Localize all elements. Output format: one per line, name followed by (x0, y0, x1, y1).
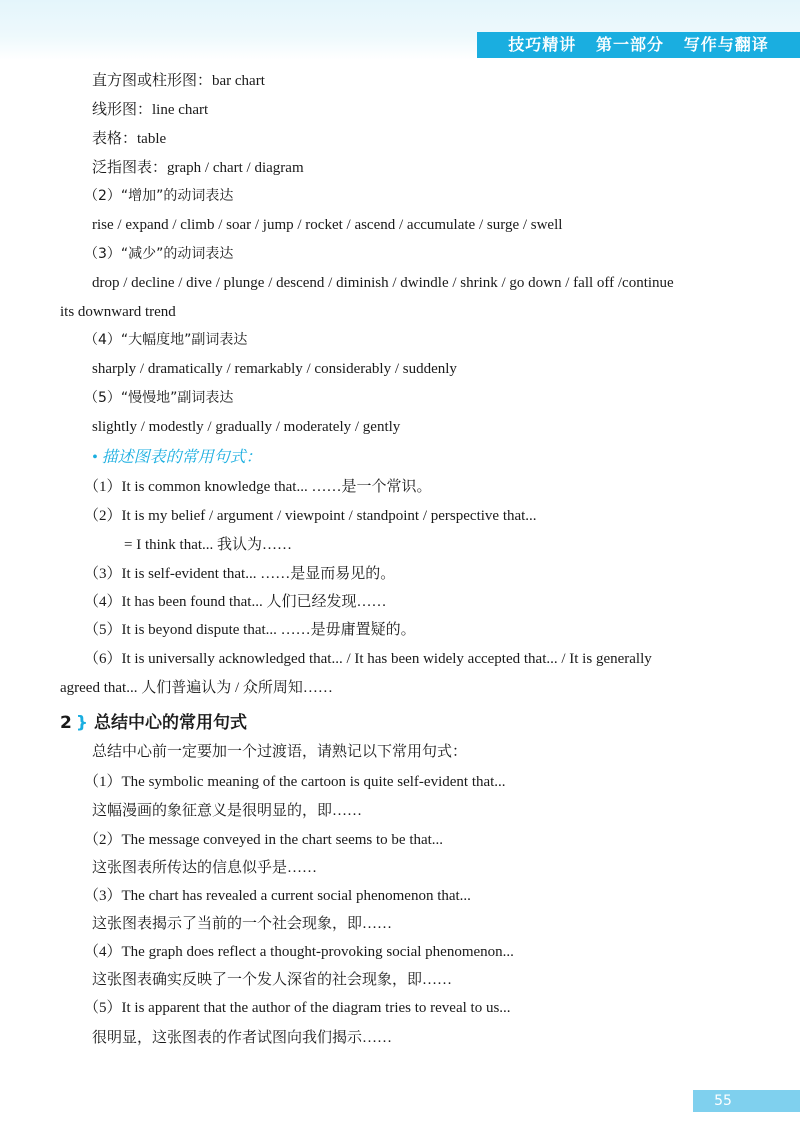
sentence-pattern: （6）It is universally acknowledged that... / It has been widely accepted that... / It is generally (84, 651, 652, 667)
section-intro: 总结中心前一定要加一个过渡语，请熟记以下常用句式： (92, 744, 468, 760)
sentence-pattern: （3）The chart has revealed a current social phenomenon that... (84, 888, 471, 904)
page-number: 55 (714, 1093, 732, 1109)
section-number: 2 (60, 713, 72, 733)
sub-heading: （4）“大幅度地”副词表达 (84, 332, 248, 348)
text-line: 表格：table (92, 131, 167, 147)
sub-heading: （5）“慢慢地”副词表达 (84, 390, 234, 406)
sentence-pattern: （5）It is beyond dispute that... ……是毋庸置疑的。 (84, 622, 416, 638)
sentence-pattern: （3）It is self-evident that... ……是显而易见的。 (84, 566, 396, 582)
text-line: slightly / modestly / gradually / moderately / gently (92, 419, 401, 435)
translation: 这幅漫画的象征意义是很明显的，即…… (92, 803, 363, 819)
text-line: 线形图：line chart (92, 102, 209, 118)
translation: 这张图表确实反映了一个发人深省的社会现象，即…… (92, 972, 453, 988)
sentence-pattern: （5）It is apparent that the author of the diagram tries to reveal to us... (84, 1000, 511, 1016)
translation: 这张图表所传达的信息似乎是…… (92, 860, 318, 876)
sub-heading: （2）“增加”的动词表达 (84, 188, 234, 204)
text-line: 直方图或柱形图：bar chart (92, 73, 265, 89)
text-line: its downward trend (60, 304, 176, 320)
translation: 很明显，这张图表的作者试图向我们揭示…… (92, 1030, 393, 1046)
text-line: 泛指图表：graph / chart / diagram (92, 160, 304, 176)
page-number-tab (693, 1090, 800, 1112)
sentence-pattern: （4）The graph does reflect a thought-provoking social phenomenon... (84, 944, 514, 960)
sentence-pattern: = I think that... 我认为…… (124, 537, 293, 553)
translation: 这张图表揭示了当前的一个社会现象，即…… (92, 916, 393, 932)
sentence-pattern: （2）The message conveyed in the chart seems to be that... (84, 832, 444, 848)
section-brace: } (75, 713, 88, 733)
sentence-pattern: （1）It is common knowledge that... ……是一个常识。 (84, 479, 432, 495)
sentence-pattern: （1）The symbolic meaning of the cartoon is quite self-evident that... (84, 774, 506, 790)
section-heading (60, 708, 247, 733)
text-line: drop / decline / dive / plunge / descend / diminish / dwindle / shrink / go down / fall off /continue (92, 275, 674, 291)
sentence-pattern: （2）It is my belief / argument / viewpoint / standpoint / perspective that... (84, 508, 537, 524)
sentence-pattern: agreed that... 人们普遍认为 / 众所周知…… (60, 680, 333, 696)
text-line: rise / expand / climb / soar / jump / rocket / ascend / accumulate / surge / swell (92, 217, 563, 233)
section-title: 总结中心的常用句式 (93, 713, 247, 733)
bullet-heading: • 描述图表的常用句式： (92, 449, 262, 466)
sentence-pattern: （4）It has been found that... 人们已经发现…… (84, 594, 387, 610)
text-line: sharply / dramatically / remarkably / considerably / suddenly (92, 361, 457, 377)
sub-heading: （3）“减少”的动词表达 (84, 246, 234, 262)
running-header: 技巧精讲 第一部分 写作与翻译 (477, 32, 800, 58)
